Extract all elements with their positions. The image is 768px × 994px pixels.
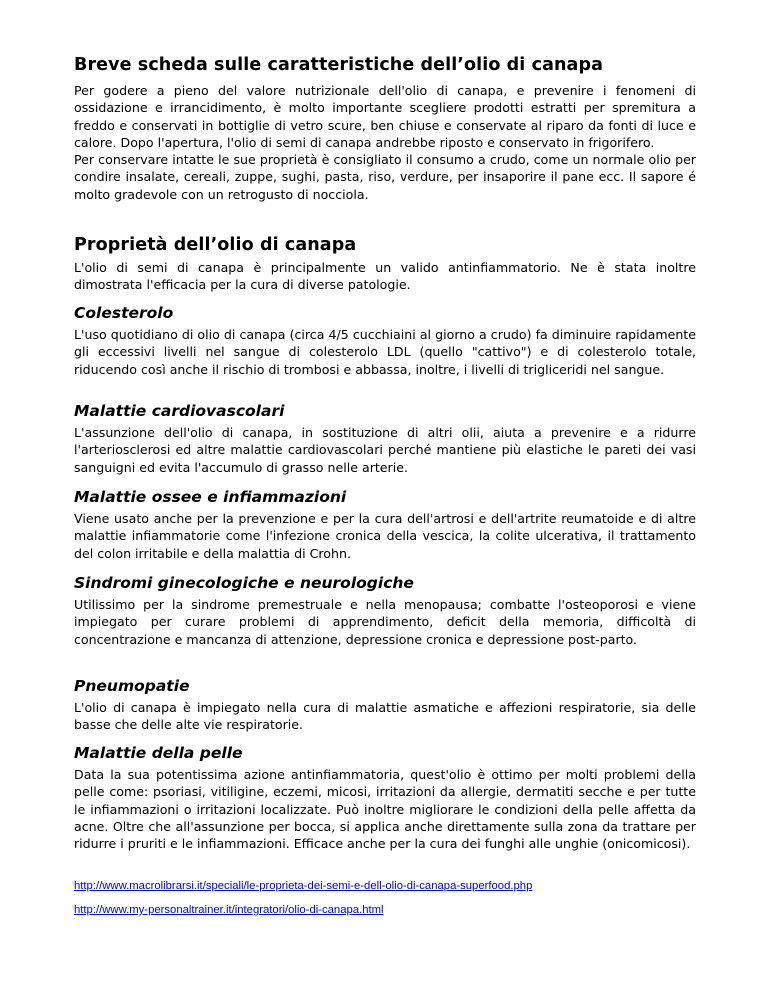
section-ginecologiche [74,573,696,648]
source-link-mypersonaltrainer[interactable]: http://www.my-personaltrainer.it/integratori/olio-di-canapa.html [74,904,384,916]
source-link-macrolibrarsi[interactable]: http://www.macrolibrarsi.it/speciali/le-proprieta-dei-semi-e-dell-olio-di-canapa-superfood.php [74,880,533,892]
section-pneumopatie [74,676,696,734]
section-text: Data la sua potentissima azione antinfiammatoria, quest'olio è ottimo per molti problemi della pelle come: psoriasi, vitiligine, eczemi, micosi, irritazioni da allergie, dermatiti secche e per tutte le infiammazioni o irritazioni localizzate. Può inoltre migliorare le condizioni della pelle affetta da acne. Oltre che all'assunzione per bocca, si applica anche direttamente sulla zona da trattare per ridurre i pruriti e le infiammazioni. Efficace anche per la cura dei funghi alle unghie (onicomicosi). [74,767,696,852]
properties-title: Proprietà dell’olio di canapa [74,235,357,255]
section-heading: Malattie ossee e infiammazioni [74,488,347,506]
intro-paragraph-2: Per conservare intatte le sue proprietà è consigliato il consumo a crudo, come un normale olio per condire insalate, cereali, zuppe, sughi, pasta, riso, verdure, per insaporire il pane ecc. Il sapore é molto gradevole con un retrogusto di nocciola. [74,152,696,202]
section-heading: Malattie cardiovascolari [74,402,285,420]
intro-paragraph-1: Per godere a pieno del valore nutrizionale dell'olio di canapa, e prevenire i fenomeni di ossidazione e irrancidimento, è molto importante scegliere prodotti estratti per spremitura a freddo e conservati in bottiglie di vetro scure, ben chiuse e conservate al riparo da fonti di luce e calore. Dopo l'apertura, l'olio di semi di canapa andrebbe riposto e conservato in frigorifero. [74,83,696,150]
section-text: L'uso quotidiano di olio di canapa (circa 4/5 cucchiaini al giorno a crudo) fa diminuire rapidamente gli eccessivi livelli nel sangue di colesterolo LDL (quello "cattivo") e di colesterolo totale, riducendo così anche il rischio di trombosi e abbassa, inoltre, i livelli di trigliceridi nel sangue. [74,327,696,377]
properties-intro-block [74,259,696,294]
document-title: Breve scheda sulle caratteristiche dell’olio di canapa [74,55,603,75]
section-heading: Colesterolo [74,304,174,322]
section-cardiovascolari [74,401,696,476]
section-colesterolo [74,303,696,378]
section-heading: Pneumopatie [74,677,190,695]
properties-intro-paragraph: L'olio di semi di canapa è principalmente un valido antinfiammatorio. Ne è stata inoltre dimostrata l'efficacia per la cura di diverse patologie. [74,260,696,293]
section-text: Utilissimo per la sindrome premestruale e nella menopausa; combatte l'osteoporosi e viene impiegato per curare problemi di apprendimento, deficit della memoria, difficoltà di concentrazione e mancanza di attenzione, depressione cronica e depressione post-parto. [74,597,696,647]
section-pelle [74,743,696,852]
section-heading: Sindromi ginecologiche e neurologiche [74,574,414,592]
source-links [74,879,696,917]
section-ossee [74,487,696,562]
section-text: L'olio di canapa è impiegato nella cura di malattie asmatiche e affezioni respiratorie, sia delle basse che delle alte vie respiratorie. [74,700,696,733]
section-text: Viene usato anche per la prevenzione e per la cura dell'artrosi e dell'artrite reumatoide e di altre malattie infiammatorie come l'infezione cronica della vescica, la colite ulcerativa, il trattamento del colon irritabile e della malattia di Crohn. [74,511,696,561]
section-text: L'assunzione dell'olio di canapa, in sostituzione di altri olii, aiuta a prevenire e a ridurre l'arteriosclerosi ed altre malattie cardiovascolari perché mantiene più elastiche le pareti dei vasi sanguigni ed evita l'accumulo di grasso nelle arterie. [74,425,696,475]
intro-block [74,82,696,203]
section-heading: Malattie della pelle [74,744,243,762]
